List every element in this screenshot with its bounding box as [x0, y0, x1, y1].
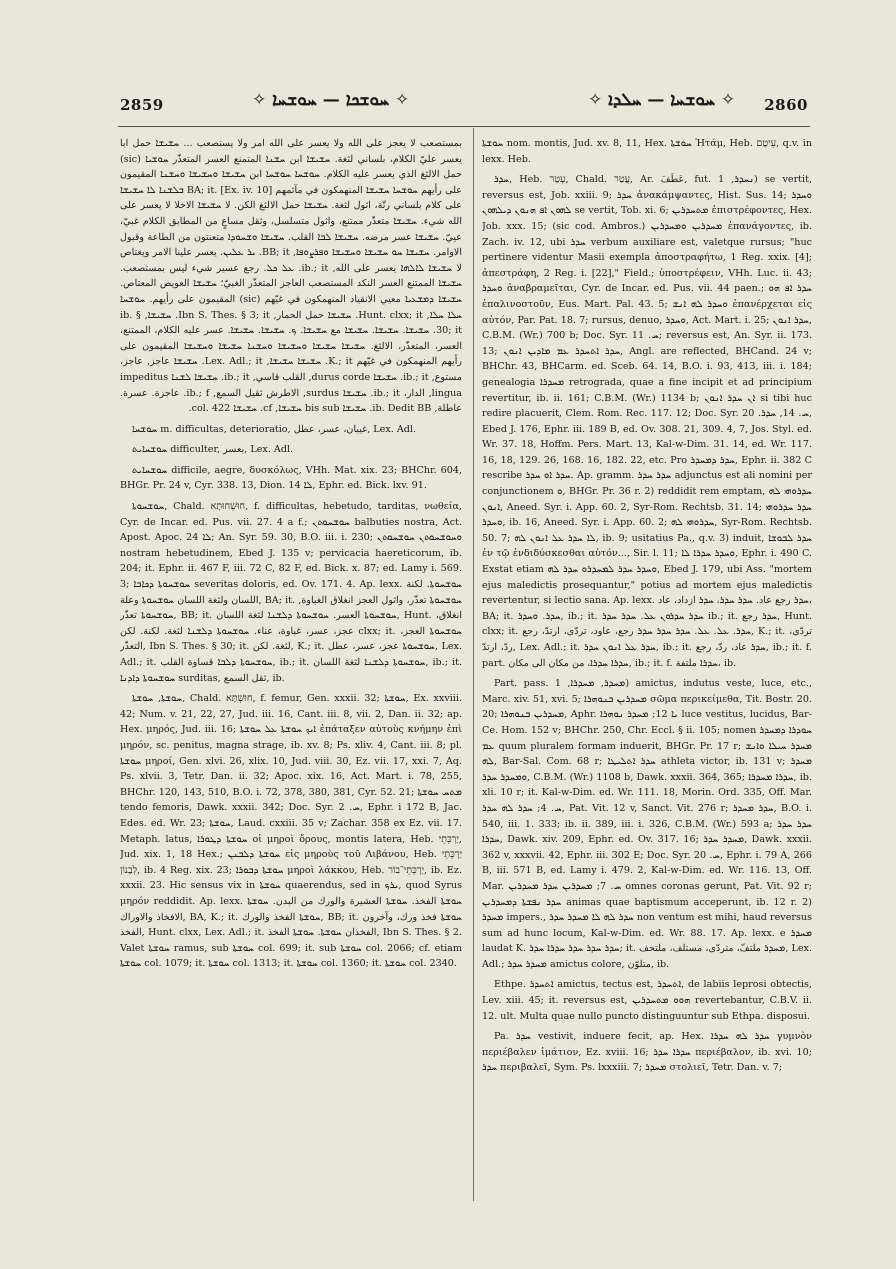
dictionary-entry: ܚܘܫܚܐܝܬ difficile, aegre, δυσκόλως, VHh. Mat. xix. 23; BHChr. 604, BHGr. Pr. 24 v, Cyr. 338. 13, Dion. ܠܐ 14, Ephr. ed. Bick. lxv. 91. — [120, 464, 462, 492]
dictionary-entry: ܚܘܫܚܐܝܬ difficulter, بعسر, Lex. Adl. — [132, 444, 294, 456]
left-column — [120, 136, 462, 1209]
dictionary-entry: ܚܘܫܬܐ, ܚܘܫܬܐ, Chald. חוּשְׁתָּא, f. femur, Gen. xxxii. 32; ܚܘܫܬܐ, Ex. xxviii. 42; Num. v. 21, 22, 27, Jud. iii. 16, Cant. iii. 8, vii. 2, Dan. ii. 32; ap. Hex. μηρός, Jud. iii. 16; ܐܝܟ ܚܘܫܬܐ ܥܠ ܚܘܫܬܐ ἐπάταξεν αὐτοὺς κνήμην ἐπὶ μηρόν, sc. penitus, magna strage, ib. xv. 8; Ps. xliv. 4, Cant. iii. 8; pl. ܚܘܫܬܐ μηροί, Gen. xlvi. 26, xlix. 10, Jud. viii. 30, Ez. vii. 17, xxi. 7, Aq. Ps. xlvii. 3, Tetr. Dan. ii. 32; Apoc. xix. 16, Act. Mart. i. 78, 255, BHChr. 120, 143, 510, B.O. i. 72, 378, 380, 381, Cyr. 52. 21; ܡܬܚ ܚܘܫܬܐ tendo femoris, Dawk. xxxii. 342; Doc. Syr. ܚ. 2, Ephr. i 172 B, Jac. Edes. ed. Wr. 23; ܚܘܫܬܐ, Laud. cxxiii. 35 v; Zachar. 358 ex Ez. vii. 17. Metaph. latus, ܚܘܫܬܐ ܕܛܘܪܐ οἱ μηροὶ ὄρους, montis latera, Heb. יַרְכְּתֵי, Jud. xix. 1, 18 Hex.; ܚܘܫܬܐ ܕܠܒܢܢ εἰς μηροὺς τοῦ Λιβάνου, Heb. יַרְכְּתֵי לְבָנוֹן, ib. 4 Reg. xix. 23; ܚܘܫܬܐ ܕܒܘܪܐ μηροὶ λάκκου, Heb. יַרְכְּתֵי־בוֹר, ib. Ez. xxxii. 23. Hic sensus vix in ܚܘܫܬܐ quaerendus, sed in ܝܪܟ, quod Syrus μηρόν reddidit. Ap. lexx. ܚܘܫܬܐ الفخذ. ܚܘܫܬܐ العشيرة والورك من البدن. ܚܘܫܬܐ الافخاذ والاوراك, BA, K.; it. ܚܘܫܬܐ الفخذ والورك, BB; it. ܚܘܫܬܐ فخذ ورك، وآخرون الفخذ, Hunt. clxx, Lex. Adl.; it. الفخذان ܚܘܫܬܐ. ܚܘܫܬܐ الفخذ, Ibn S. Thes. § 2. Valet ܚܘܫܬܐ ramus, sub ܚܘܫܬܐ col. 699; it. sub ܚܘܫܬܐ col. 2066; cf. etiam ܚܘܫܬܐ col. 1079; it. ܚܘܫܬܐ col. 1313; it. ܚܘܫܬܐ col. 1360; it. ܚܘܫܬܐ col. 2340. — [120, 693, 462, 970]
header-rule — [118, 126, 810, 127]
column-divider — [473, 128, 474, 1201]
dictionary-entry: ܚܘܫܚܘܬܐ, Chald. חוּשְׁחוּתָא, f. difficultas, hebetudo, tarditas, νωθεία, Cyr. de Incar. ed. Pus. vii. 27. 4 a f.; ܚܘܫܚܘܬܢ balbuties nostra, Act. Apost. Apoc. ܠܐ 24; An. Syr. 59. 30, B.O. iii. i. 230; ܘܚܘܫܚܘܬܢ ܚܘܫܚܘܬܢ nostram hebetudinem, Ebed J. 135 v; pervicacia haereticorum, ib. 204; it. Ephr. ii. 467 F, iii. 72 C, 82 F, ed. Bick. x. 87; ed. Lamy i. 569. 3; ܚܘܫܚܘܬܐ ܕܟܐܒܐ severitas doloris, ed. Ov. 171. 4. Ap. lexx. ܚܘܫܚܘܬܐ. لكنة اللسان ولثغة اللسان ܚܘܫܚܘܬܐ وعلة, BA; it. ܚܘܫܚܘܬܐ تعذّر، واثول العجز انغلاق الغباوة, ܚܘܫܚܘܬܐ تعذّر, BB; it. ܚܘܫܚܘܬܐ العسر. ܚܘܫܚܘܬܐ ܕܠܫܢܐ لثغة اللسان, Hunt. انغلاق، عجز، عسر، غباوة، عناء. ܚܘܫܚܘܬܐ ܕܠܫܢܐ لثغة. لكنة. لكن clxx; it. ܚܘܫܚܘܬܐ العجز، التعذّر, Ibn S. Thes. § 30; it. لثغة. لكن, K.; it. ܚܘܫܚܘܬܐ عجز، عسر، عطل, Lex. Adl.; it. ܚܘܫܚܘܬܐ ܕܠܒܐ قساوة القلب, ib.; it. ܚܘܫܚܘܬܐ ܕܠܫܢܐ لثغة اللسان, ib.; it. ܚܘܫܚܘܬܐ ܕܐܕܢܐ surditas, ثقل السمع, ib. — [120, 501, 462, 684]
dictionary-entry: Pa. ܚܕܪ vestivit, induere fecit, ap. Hex. ܚܕܪ ܠܗ ܚܕܪܐ γυμνὸν περιέβαλεν ἱμάτιον, Ez. xviii. 16; ܚܕܪܐ ܚܕܪ περιέβαλον, ib. xvi. 10; ܚܕܪ περιβαλεῖ, Sym. Ps. lxxxiii. 7; ܡܚܕܪ στολιεῖ, Tetr. Dan. v. 7; — [482, 1031, 812, 1074]
right-column — [482, 136, 812, 1209]
dictionary-entry: ܚܘܫܚܐ m. difficultas, deterioratio, غيبان، عسر، عطل, Lex. Adl. — [132, 423, 417, 435]
dictionary-entry: Ethpe. ܐܬܚܕܪ amictus, tectus est, ܐܬܚܕܪ, de labiis leprosi obtectis, Lev. xiii. 45; it. reversus est, ܗܘܘ ܡܬܚܕܪܝܢ revertebantur, C.B.V. ii. 12. ult. Multa quae nullo puncto distinguuntur sub Ethpa. disposui. — [482, 979, 812, 1022]
dictionary-entry: ܚܘܫܬܐ nom. montis, Jud. xv. 8, 11, Hex. ܚܘܫܬܐ Ἠτάμ, Heb. עֵיטָם, q.v. in lexx. Heb. — [482, 138, 812, 165]
right-page-number: 2860 — [764, 96, 808, 114]
dictionary-entry: Part. pass. ܡܚܕܪ, ܡܚܕܪܐ, 1) amictus, indutus veste, luce, etc., Marc. xiv. 51, xvi. 5; ܡܚܕܪܝܢ ܒܢܘܗܪܐ σῶμα περικείμεθα, Tit. Bostr. 20. 20; ܡܚܕܪܝܢ ܒܢܘܗܪܐ, Aphr. ܝܐ 12; ܡܚܕܪ ܢܘܗܪܐ luce vestitus, lucidus, Bar-Ce. Hom. 152 v; BHChr. 250, Chr. Eccl. § ii. 105; nomen ܚܘܕܪܐ ܕܡܚܕܪ ܥܡ quum pluralem formam induerit, BHGr. Pr. 17 r; ܡܚܕܪ ܚܝܠܐ ܘܐܢܫ ܠܗ, Bar-Sal. Com. 68 r; ܚܕܪ ܐܬܠܝܛܐ athleta victor, ib. 131 v; ܡܚܕܪ ܘܡܚܕܪ ܚܕܪ, C.B.M. (Wr.) 1108 b, Dawk. xxxii. 364, 365; ܚܕܪܐ ܡܚܕܪܐ, ib. xli. 10 r; it. Kal-w-Dim. ed. Wr. 111. 18, Morin. Ord. 335, Off. Mar. ܚ. 4; ܚܕܪ ܠܗ ܚܕܪ, Pat. Vit. 12 v, Sanct. Vit. 276 r; ܚܕܪ ܡܚܕܪ, B.O. i. 540, iii. 1. 333; ib. ii. 389, iii. i. 326, C.B.M. (Wr.) 593 a; ܚܕܪ ܚܕܪ ܚܕܪܐ, Dawk. xiv. 209, Ephr. ed. Ov. 317. 16; ܡܚܕܪ ܚܕܪ, Dawk. xxxii. 362 v, xxxvii. 42, Ephr. iii. 302 E; Doc. Syr. ܚ. 20, Ephr. i. 79 A, 266 B, iii. 571 B, ed. Lamy i. 479. 2, Kal-w-Dim. ed. Wr. 116. 13, Off. Mar. ܚ. 7; ܡܚܕܪܝܢ ܚܕܪ ܡܚܕܪܝܢ omnes coronas gerunt, Pat. Vit. 92 r; ܚܕܪ ܢܦܫܬܐ ܕܡܚܕܪܝܢ animas quae baptismum acceperunt, ib. 12 r. 2) ܡܚܕܪ impers., ܚܕܪ ܠܗ ܠܐ ܡܚܕܪ ܚܕܪ non ventum est mihi, haud reversus sum ad hunc locum, Kal-w-Dim. ed. Wr. 88. 17. Ap. lexx. e ܡܚܕܪ laudat K. ܚܕܪ ܚܕܪ ܚܕܪ ܚܕܪܐ ܚܕܪ; it. ܡܚܕܪ ملتفّ، متردّى، مستلف، ملتحف, Lex. Adl.; ܡܚܕܪ ܚܕܪ amictus colore, متلوّن, ib. — [482, 678, 812, 970]
page-header — [0, 84, 896, 124]
right-running-head: ✧ ܚܘܫܚܐ — ܚܠܕܐ ✧ — [588, 90, 736, 110]
dictionary-entry: بمستصعب لا يعجز على الله ولا يعسر على الله امر ولا يستصعب ... ܚܫܝܫܐ حمل ابا يعسر عليّ الكلام، بلساني لثغة. ܚܫܝܫܐ ابن ܚܫܢܐ المتمنع العسر المتعذّر ܚܘܫܝܐ (sic) حمل الالثغ الذي يعسر عليه الكلام. ܚܘܫܚܐ ܚܘܫܚܐ ابن ܚܫܝܫܐ ܘܚܫܝܫܐ ܘܚܫܢܐ المقيمون على رأيهم ܚܘܫܚܐ ܚܫܝܫܐ المنهمكون في مآثمهم BA; it. [Ex. iv. 10] ܒܠܫܢܐ ܠܐ ܚܫܝܫܐ على كلام بلساني رتّة، اثول لثغة. ܚܫܝܫܐ حمل الالثغ الكن. لا ܚܫܝܫܐ الاخلا لا يعسر على الله شيء. ܚܫܝܫܐ متعذّر ممتنع، واثول متسلسل، وثقل مساعٍ من المطابق الكلام غبيّ، عييّ. ܚܫܝܫܐ عسر مرضه. ܚܫܝܫܐ ܠܒܐ القلب. ܚܫܝܫܐ ܘܫܚܘܕܐ متعنتون من الطاعة وقبول الاوامر. ܚܫܝܫܐ ܚܘ ܚܫܝܫܐ ܘܚܫܝܫܐ ܘܦܪܨܘܦܐ, BB; it. ܝܪ ܥܠܝܢ. يعسر علينا الامر ويعتاص لا ܚܫܝܫܐ ܠܐܠܗܐ يعسر على الله, ib.; it. ܥܠ ܟܠ. رجع عسير شيء ليس بمستصعب. ܚܫܝܫܐ الممتنع العسر النكد المستصعب العاجز المتعذّر الغبيّ؛ ܚܫܝܫܐ العويص المعتاص. ܚܫܝܫܐ ܕܡܫܥܝܐ معيي الانقياد المنهمكون في غيّهم (sic) المقيمون على رأيهم. ܚܘܫܚܐ ܚܠܐ ܚܠܐ, Hunt. clxx; it. ܚܫܝܫܐ حمل الحمار, Ibn S. Thes. § 3; it. ܚܫܝܫܐ, ib. § 30; it. ܚܫܝܫܐ. ܚܫܝܫܐ. ܚܫܝܫܐ مع ܚܫܝܫܐ. ܟ. ܚܫܝܫܐ. ܚܫܝܫܐ. عسر عليه الكلام، الممتنع، العسر، المتعذّر، الالثغ. ܚܫܝܫܐ ܚܫܝܫܐ ܘܚܫܝܫܐ ܘܚܫܢܐ ܚܫܝܫܐ ܘܚܫܝܫܐ المقيمون على رأيهم المنهمكون في غيّهم K.; it. ܚܫܝܫܐ ܚܫܝܫܐ, Lex. Adl.; it. ܚܫܝܫܐ عاجز, عاجز، مستوع, ib.; it. ܚܫܝܫܐ durus corde, القلب قاسي, ib.; it. ܚܫܝܫܐ ܠܫܢܐ impeditus lingua, الدار، ib.; it. ܚܫܝܫܐ surdus, الاطرش ثقيل السمع, ib.; f. عاجزة. عسرة. عاطلة, ib. Dedit BB. ܚܫܝܫܐ bis sub ܚܫܝܫܐ, cf. ܚܫܝܫܐ col. 422. — [120, 138, 462, 415]
left-running-head: ✧ ܚܘܫܟܐ — ܚܘܫܚܐ ✧ — [252, 90, 410, 110]
left-page-number: 2859 — [120, 96, 164, 114]
dictionary-entry: ܚܕܪ, Heb. עָטַר, Chald. עֲטַר, Ar. عَطَفَ, fut. ܢܚܕܪ, 1) se vertit, reversus est, Job. xxiii. 9; ܚܕܪ ἀνακάμψαντες, Hist. Sus. 14; ܘܚܕܪ ܠܗܘܢ ܐܦ ܗܢܘܢ ܕܝܠܗܘܢ se vertit, Tob. xi. 6; ܡܬܚܕܪܝܢ ἐπιστρέφοντες, Hex. Job. xxx. 15; (sic cod. Ambros.) ܡܚܕܪܝܢ ܘܡܚܕܪܝܢ ἐπανάγοντες, ib. Zach. iv. 12, ubi ܚܕܪ verbum auxiliare est, valetque rursus; "huc pertinere videntur Masii exempla ἀποστραφήτω, 1 Reg. xxix. [4]; ἀπεστράφη, 2 Reg. i. [22]," Field.; ὑποστρέφειν, VHh. Luc. ii. 43; ܘܚܕܪ ἀναβραμεῖται, Cyr. de Incar. ed. Pus. vii. 44 paen.; ܚܕܪ ܐܦ ܗܘ ἐπαλινοστοῦν, Eus. Mart. Pal. 43. 5; ܘܚܕܪ ܠܗ ܐܢܫ ἐπανέρχεται εἰς αὐτόν, Par. Pat. 18. 7; rursus, denuo, ܘܚܕܪ, Act. Mart. i. 25; ܚܕܪ ܐܢܘܢ, C.B.M. (Wr.) 700 b; Doc. Syr. ܚ. 11; reversus est, An. Syr. ii. 173. 13; ܚܕܪ ܐܬܚܕܪ ܥܡ ܡܐܕܝܢ ܐܢܘܢ, Angl. are reflected, BHCand. 24 v; BHChr. 43, BHCarm. ed. Sceb. 64. 14, B.O. i. 93, 413, iii. i. 184; genealogia ܡܚܕܪܐ retrograda, quae a fine incipit et ad principium revertitur, ib. ii. 161; C.B.M. (Wr.) 1134 b; ܐܢ ܚܕܪ ܐܢܘܢ si tibi huc redire placuerit, Clem. Rom. Rec. 117. 12; Doc. Syr. ܚ. 14, ܚܕܪ. 20, Ebed J. 176, Ephr. iii. 189 B, ed. Ov. 308. 21, 309. 4, 7, Jos. Styl. ed. Wr. 37. 18, Hoffm. Pers. Mart. 13, Kal-w-Dim. 31. 14, ed. Wr. 117. 16, 18, 129. 26, 168. 16, 182. 22, etc. Pro ܚܕܪ ܕܡܚܕܪ, Ephr. ii. 382 C rescribe ܚܕܪ ܐܘ ܚܕܪ. Ap. gramm. ܚܕܪ ܚܕܪ adjunctus est ali nomini per conjunctionem ܘ, BHGr. Pr. 36 r. 2) reddidit rem emptam, ܚܕܪܘܗܝ ܠܗ ܐܢܘܢ, Aneed. Syr. i. App. 60. 2, Syr-Rom. Rechtsb. 31. 14; ܚܕܪ ܚܕܪܘܗܝ ܘܚܕܪ, ib. 16, Aneed. Syr. i. App. 60. 2; ܚܕܪܘܗܝ ܠܗ, Syr-Rom. Rechtsb. 50. 7; ܠܐ ܚܕܪ ܥܠ ܐܢܘܢ ܠܗ, ib. 9; usitatius Pa., q.v. 3) induit, ܚܕܪ ܠܒܘܫܐ ἐν τῷ ἐνδιδύσκεσθαι αὐτόν..., Sir. l. 11; ܘܚܕܪ ܚܕܪܐ ܠܐ, Ephr. i. 490 C. Exstat etiam ܘܚܕܪ ܚܕܪ ܠܡܚܕܪܘ ܚܕܪ ܠܗ, Ebed J. 179, ubi Ass. "mortem ejus maledictis prosequantur," potius ad mortem ejus maledictis revertentur, si lectio sana. Ap. lexx. ܚܕܪ رجع عاد. ܚܕܪ ܚܕܪ، ܚܕܪ ازداد، عاد، BA; it. ܚܕܪ. ܘܚܕܪ, ib.; it. ܚܕܪ ܚܕܪܘܢ ܥܠ. ܚܕܪ ܚܕܪ ib.; it. ܚܕܪ رجع, Hunt. clxx; it. ܚܕܪ. ܥܠ. ܥܠ. ܚܕܪ ܚܕܪ ܚܕܪ رجع، عاود، تردّى، ارتدّ، رجع, K.; it. تردّى، ردّ، ارتدّ, Lex. Adl.; it. ܚܕܪ ܥܠ ܐܢܘܢ ܚܕܪ, ib.; it. ܚܕܪ عاد، ردّ، رجع, ib.; it. f. part. ܚܕܪܐ ܚܕܪܐ، من مكان الى مكان, ib.; it. f. ܚܕܪܐ ملتفة، ib. — [482, 174, 812, 669]
